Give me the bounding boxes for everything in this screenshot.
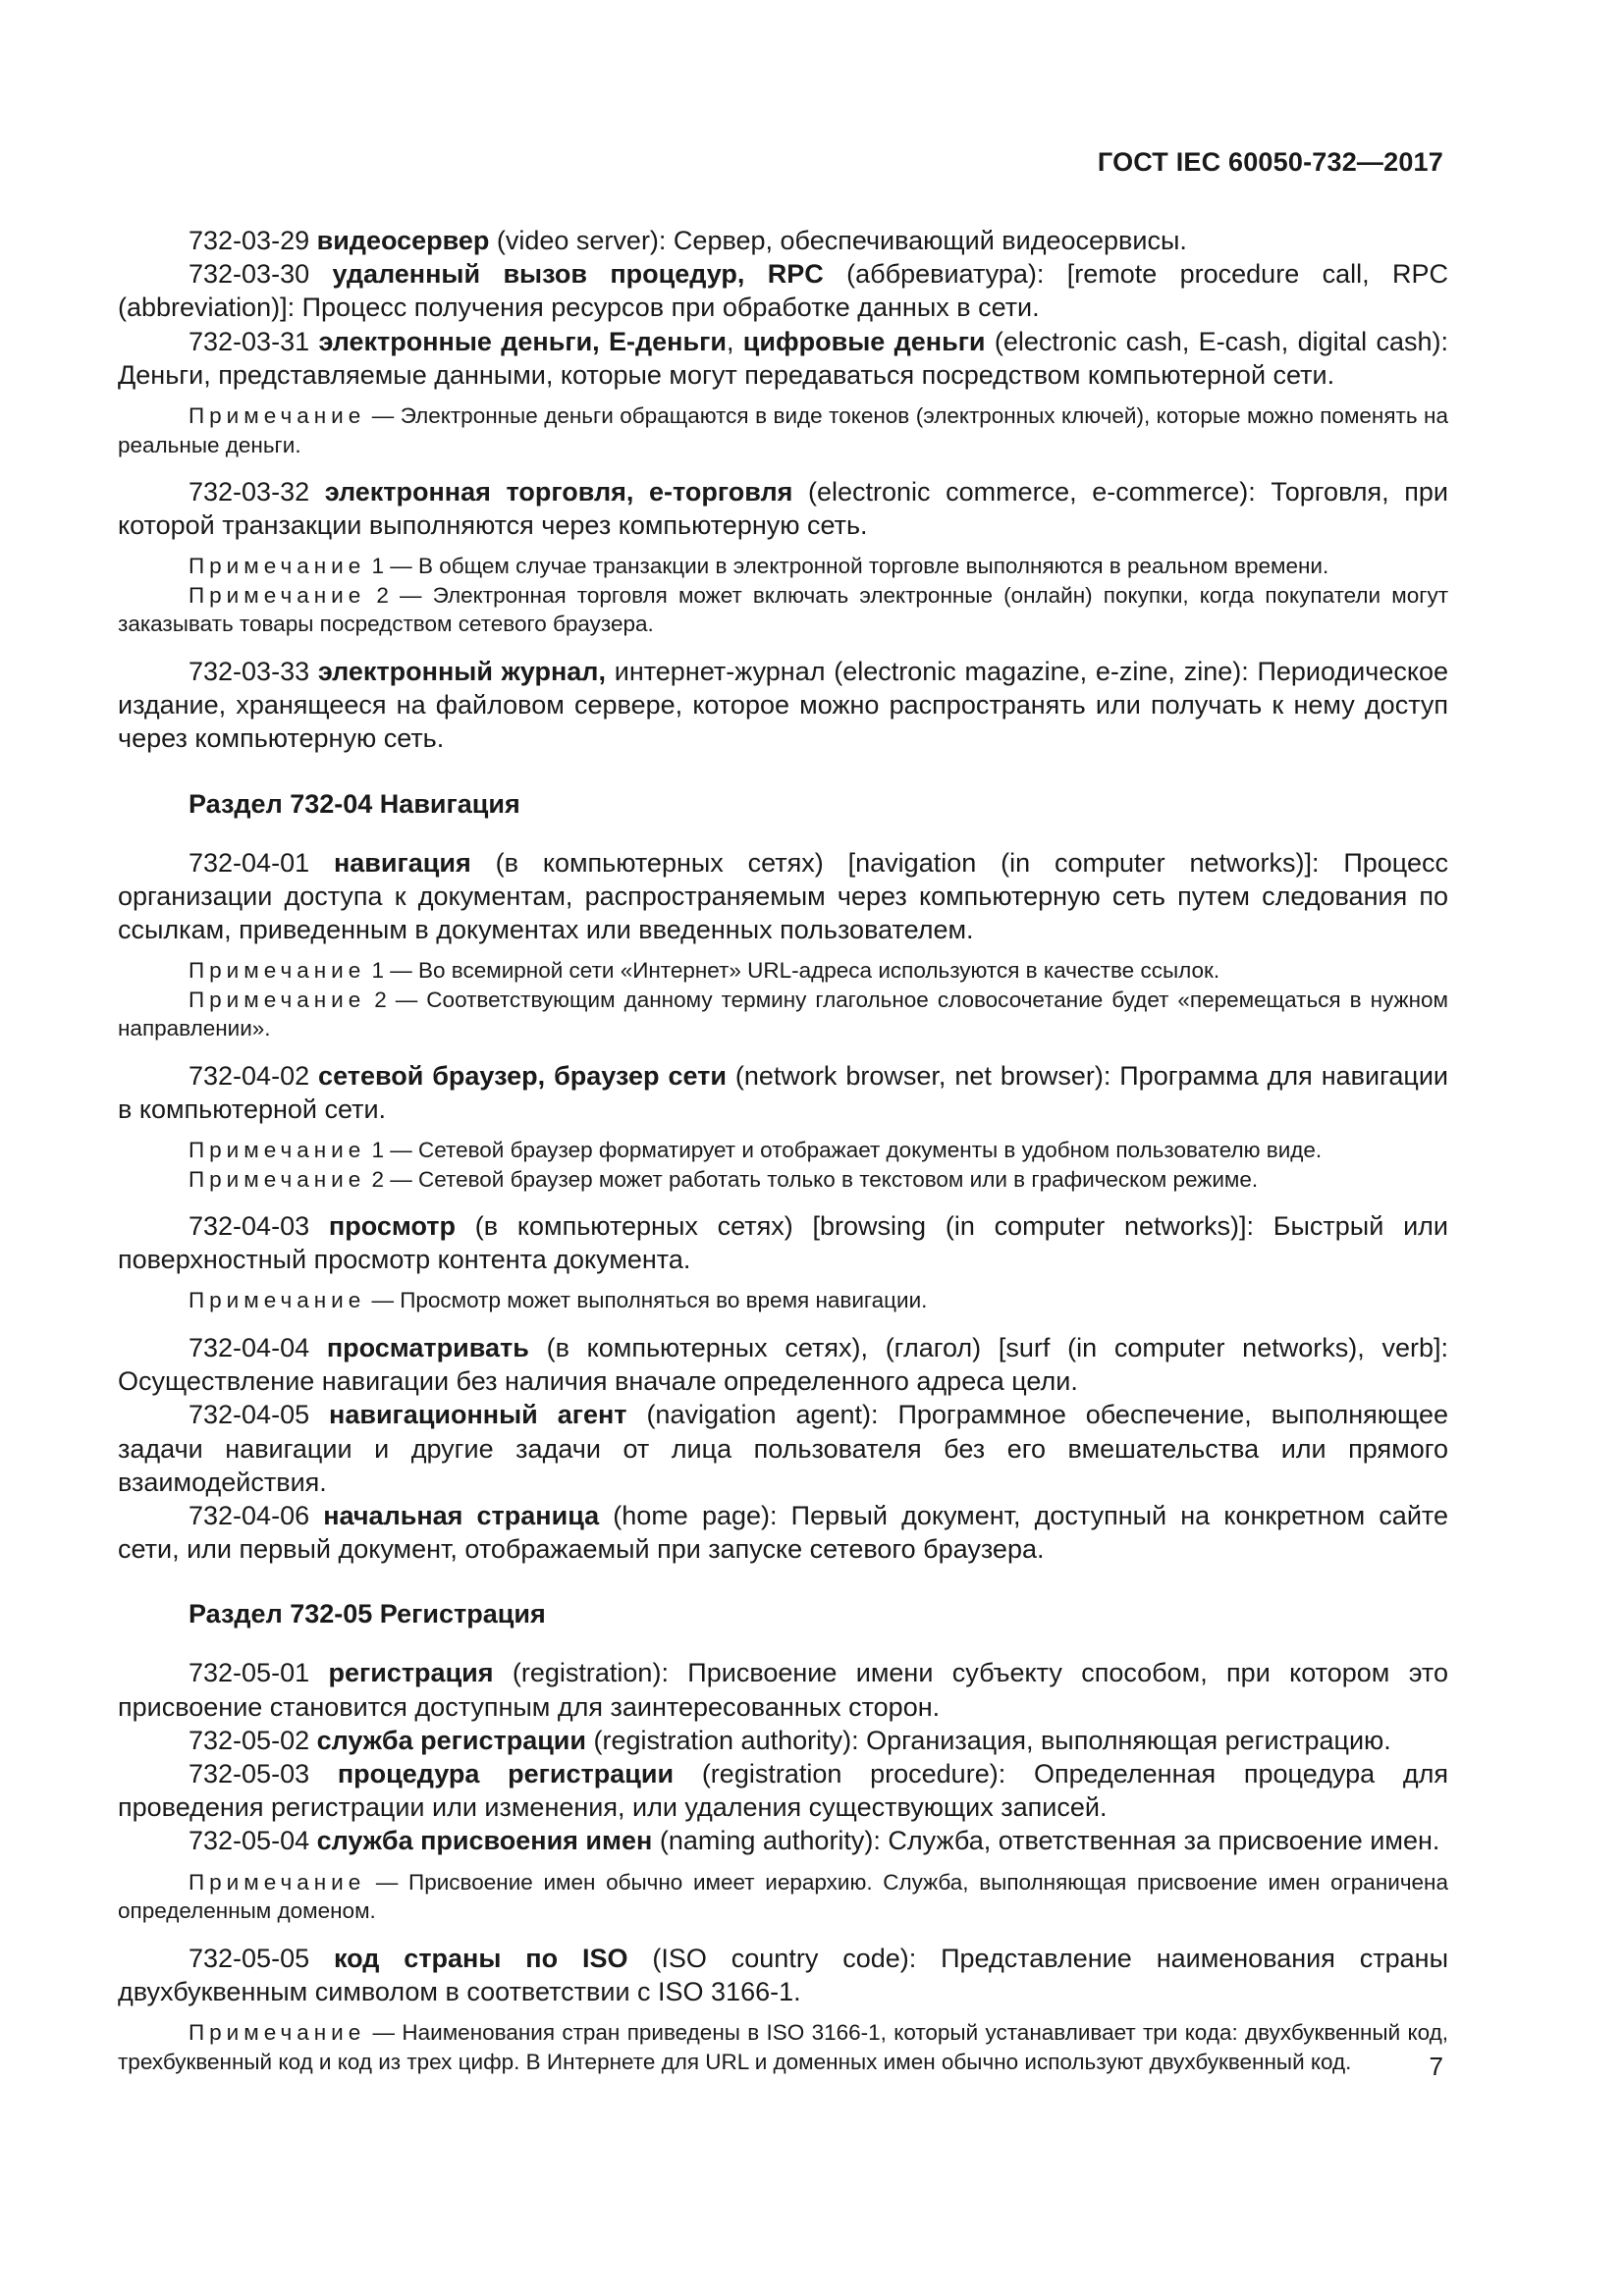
term-name: цифровые деньги: [742, 326, 986, 356]
term-name: навигационный агент: [329, 1400, 627, 1430]
term-number: 732-04-05: [189, 1400, 330, 1430]
term-name: электронная торговля, е-торговля: [324, 477, 793, 507]
term-definition: (network browser, net browser): Программа для навигации в компьютерной сети.: [118, 1060, 1448, 1124]
note: [118, 1165, 1448, 1195]
term-number: 732-03-29: [189, 226, 317, 255]
term-entry: [118, 1059, 1448, 1126]
term-number: 732-05-03: [189, 1758, 338, 1789]
note: [118, 956, 1448, 986]
term-entry: [118, 475, 1448, 542]
term-number: 732-05-01: [189, 1658, 329, 1688]
term-name: электронные деньги, Е-деньги: [318, 326, 727, 356]
term-definition: (naming authority): Служба, ответственная за присвоение имен.: [652, 1826, 1440, 1856]
term-name: навигация: [333, 847, 471, 878]
term-entry: [118, 1757, 1448, 1824]
note-text: — Наименования стран приведены в ISO 3166-1, который устанавливает три кода: двухбуквенный код, трехбуквенный код и код из трех цифр. В Интернете для URL и доменных имен обычно используют двухбуквенный код.: [118, 2020, 1448, 2074]
term-name: удаленный вызов процедур, RPC: [332, 259, 824, 290]
term-entry: [118, 257, 1448, 324]
note-label: Примечание: [189, 958, 366, 984]
document-body: [118, 224, 1448, 2076]
term-definition: (registration): Присвоение имени субъекту способом, при котором это присвоение становится доступным для заинтересованных сторон.: [118, 1658, 1448, 1722]
note: [118, 986, 1448, 1043]
term-entry: [118, 1724, 1448, 1757]
note: [118, 552, 1448, 581]
note-label: Примечание: [189, 1869, 366, 1895]
term-entry: [118, 1331, 1448, 1398]
note-label: Примечание: [189, 1138, 366, 1163]
note: [118, 2018, 1448, 2076]
term-name: служба регистрации: [316, 1725, 586, 1755]
term-number: 732-04-01: [189, 847, 334, 878]
note-label: Примечание: [189, 403, 366, 429]
term-definition: (registration procedure): Определенная процедура для проведения регистрации или изменения, или удаления существующих записей.: [118, 1758, 1448, 1823]
term-number: 732-04-03: [189, 1211, 329, 1242]
note-text: 2 — Соответствующим данному термину глагольное словосочетание будет «перемещаться в нужном направлении».: [118, 987, 1448, 1041]
term-entry: [118, 655, 1448, 756]
note-label: Примечание: [189, 554, 366, 579]
term-entry: [118, 1824, 1448, 1857]
note-text: 2 — Электронная торговля может включать электронные (онлайн) покупки, когда покупатели могут заказывать товары посредством сетевого браузера.: [118, 582, 1448, 637]
term-number: 732-04-02: [189, 1060, 319, 1091]
term-name: начальная страница: [323, 1500, 600, 1530]
term-name: регистрация: [328, 1658, 494, 1688]
term-number: 732-04-04: [189, 1332, 327, 1362]
document-header: ГОСТ IEC 60050-732—2017: [1097, 147, 1443, 177]
note-text: 1 — Сетевой браузер форматирует и отображает документы в удобном пользователю виде.: [365, 1138, 1323, 1163]
term-entry: [118, 1209, 1448, 1276]
term-name: код страны по ISO: [333, 1943, 628, 1973]
term-definition: (в компьютерных сетях) [browsing (in computer networks)]: Быстрый или поверхностный просмотр контента документа.: [118, 1211, 1448, 1275]
term-name: процедура регистрации: [337, 1758, 675, 1789]
term-number: 732-05-05: [189, 1943, 334, 1973]
term-name: электронный журнал,: [317, 656, 606, 686]
term-entry: [118, 224, 1448, 257]
term-definition: интернет-журнал (electronic magazine, e-zine, zine): Периодическое издание, хранящееся на файловом сервере, которое можно распространять или получать к нему доступ через компьютерную сеть.: [118, 656, 1448, 754]
note-label: Примечание: [189, 582, 366, 608]
term-definition: (electronic commerce, e-commerce): Торговля, при которой транзакции выполняются через компьютерную сеть.: [118, 477, 1448, 541]
note: [118, 401, 1448, 459]
term-number: 732-03-31: [189, 326, 319, 356]
term-definition: (home page): Первый документ, доступный на конкретном сайте сети, или первый документ, отображаемый при запуске сетевого браузера.: [118, 1500, 1448, 1565]
term-entry: [118, 1499, 1448, 1566]
page-number: 7: [1429, 2052, 1443, 2081]
note-label: Примечание: [189, 1288, 366, 1313]
term-number: 732-05-02: [189, 1725, 317, 1755]
note-text: — Просмотр может выполняться во время навигации.: [365, 1288, 928, 1313]
term-number: 732-03-30: [189, 259, 333, 290]
term-entry: [118, 1656, 1448, 1723]
note-text: 2 — Сетевой браузер может работать только в текстовом или в графическом режиме.: [365, 1166, 1259, 1192]
term-definition: (registration authority): Организация, выполняющая регистрацию.: [586, 1725, 1391, 1755]
term-definition: (в компьютерных сетях), (глагол) [surf (in computer networks), verb]: Осуществление навигации без наличия вначале определенного адреса цели.: [118, 1332, 1448, 1397]
term-number: 732-03-33: [189, 656, 318, 686]
term-definition: (electronic cash, E-cash, digital cash): Деньги, представляемые данными, которые могут передаваться посредством компьютерной сети.: [118, 326, 1448, 390]
section-title: Раздел 732-04 Навигация: [189, 788, 520, 819]
note-text: — Электронные деньги обращаются в виде токенов (электронных ключей), которые можно поменять на реальные деньги.: [118, 403, 1448, 457]
term-name: видеосервер: [316, 226, 490, 255]
term-name: сетевой браузер, браузер сети: [318, 1060, 727, 1091]
term-definition: (в компьютерных сетях) [navigation (in computer networks)]: Процесс организации доступа к документам, распространяемым через компьютерную сеть путем следования по ссылкам, приведенным в документах или введенных пользователем.: [118, 847, 1448, 944]
term-number: 732-04-06: [189, 1500, 324, 1530]
note-text: 1 — Во всемирной сети «Интернет» URL-адреса используются в качестве ссылок.: [365, 958, 1220, 984]
term-entry: [118, 846, 1448, 947]
note: [118, 581, 1448, 639]
term-definition: (navigation agent): Программное обеспечение, выполняющее задачи навигации и другие задачи от лица пользователя без его вмешательства или прямого взаимодействия.: [118, 1400, 1448, 1497]
term-number: 732-05-04: [189, 1826, 317, 1856]
term-separator: ,: [726, 326, 743, 356]
note-label: Примечание: [189, 2020, 366, 2045]
note-label: Примечание: [189, 987, 366, 1012]
term-number: 732-03-32: [189, 477, 325, 507]
term-name: просмотр: [328, 1211, 456, 1242]
term-definition: (video server): Сервер, обеспечивающий видеосервисы.: [489, 226, 1187, 255]
term-entry: [118, 1398, 1448, 1499]
term-entry: [118, 325, 1448, 392]
term-name: служба присвоения имен: [316, 1826, 653, 1856]
note: [118, 1868, 1448, 1926]
term-name: просматривать: [326, 1332, 529, 1362]
term-definition: (аббревиатура): [remote procedure call, RPC (abbreviation)]: Процесс получения ресурсов при обработке данных в сети.: [118, 259, 1448, 323]
note-text: — Присвоение имен обычно имеет иерархию. Служба, выполняющая присвоение имен ограничена определенным доменом.: [118, 1869, 1448, 1924]
term-definition: (ISO country code): Представление наименования страны двухбуквенным символом в соответствии с ISO 3166-1.: [118, 1943, 1448, 2006]
note: [118, 1286, 1448, 1315]
note: [118, 1136, 1448, 1165]
note-label: Примечание: [189, 1166, 366, 1192]
note-text: 1 — В общем случае транзакции в электронной торговле выполняются в реальном времени.: [365, 554, 1329, 579]
section-title: Раздел 732-05 Регистрация: [189, 1599, 546, 1629]
term-entry: [118, 1942, 1448, 2008]
